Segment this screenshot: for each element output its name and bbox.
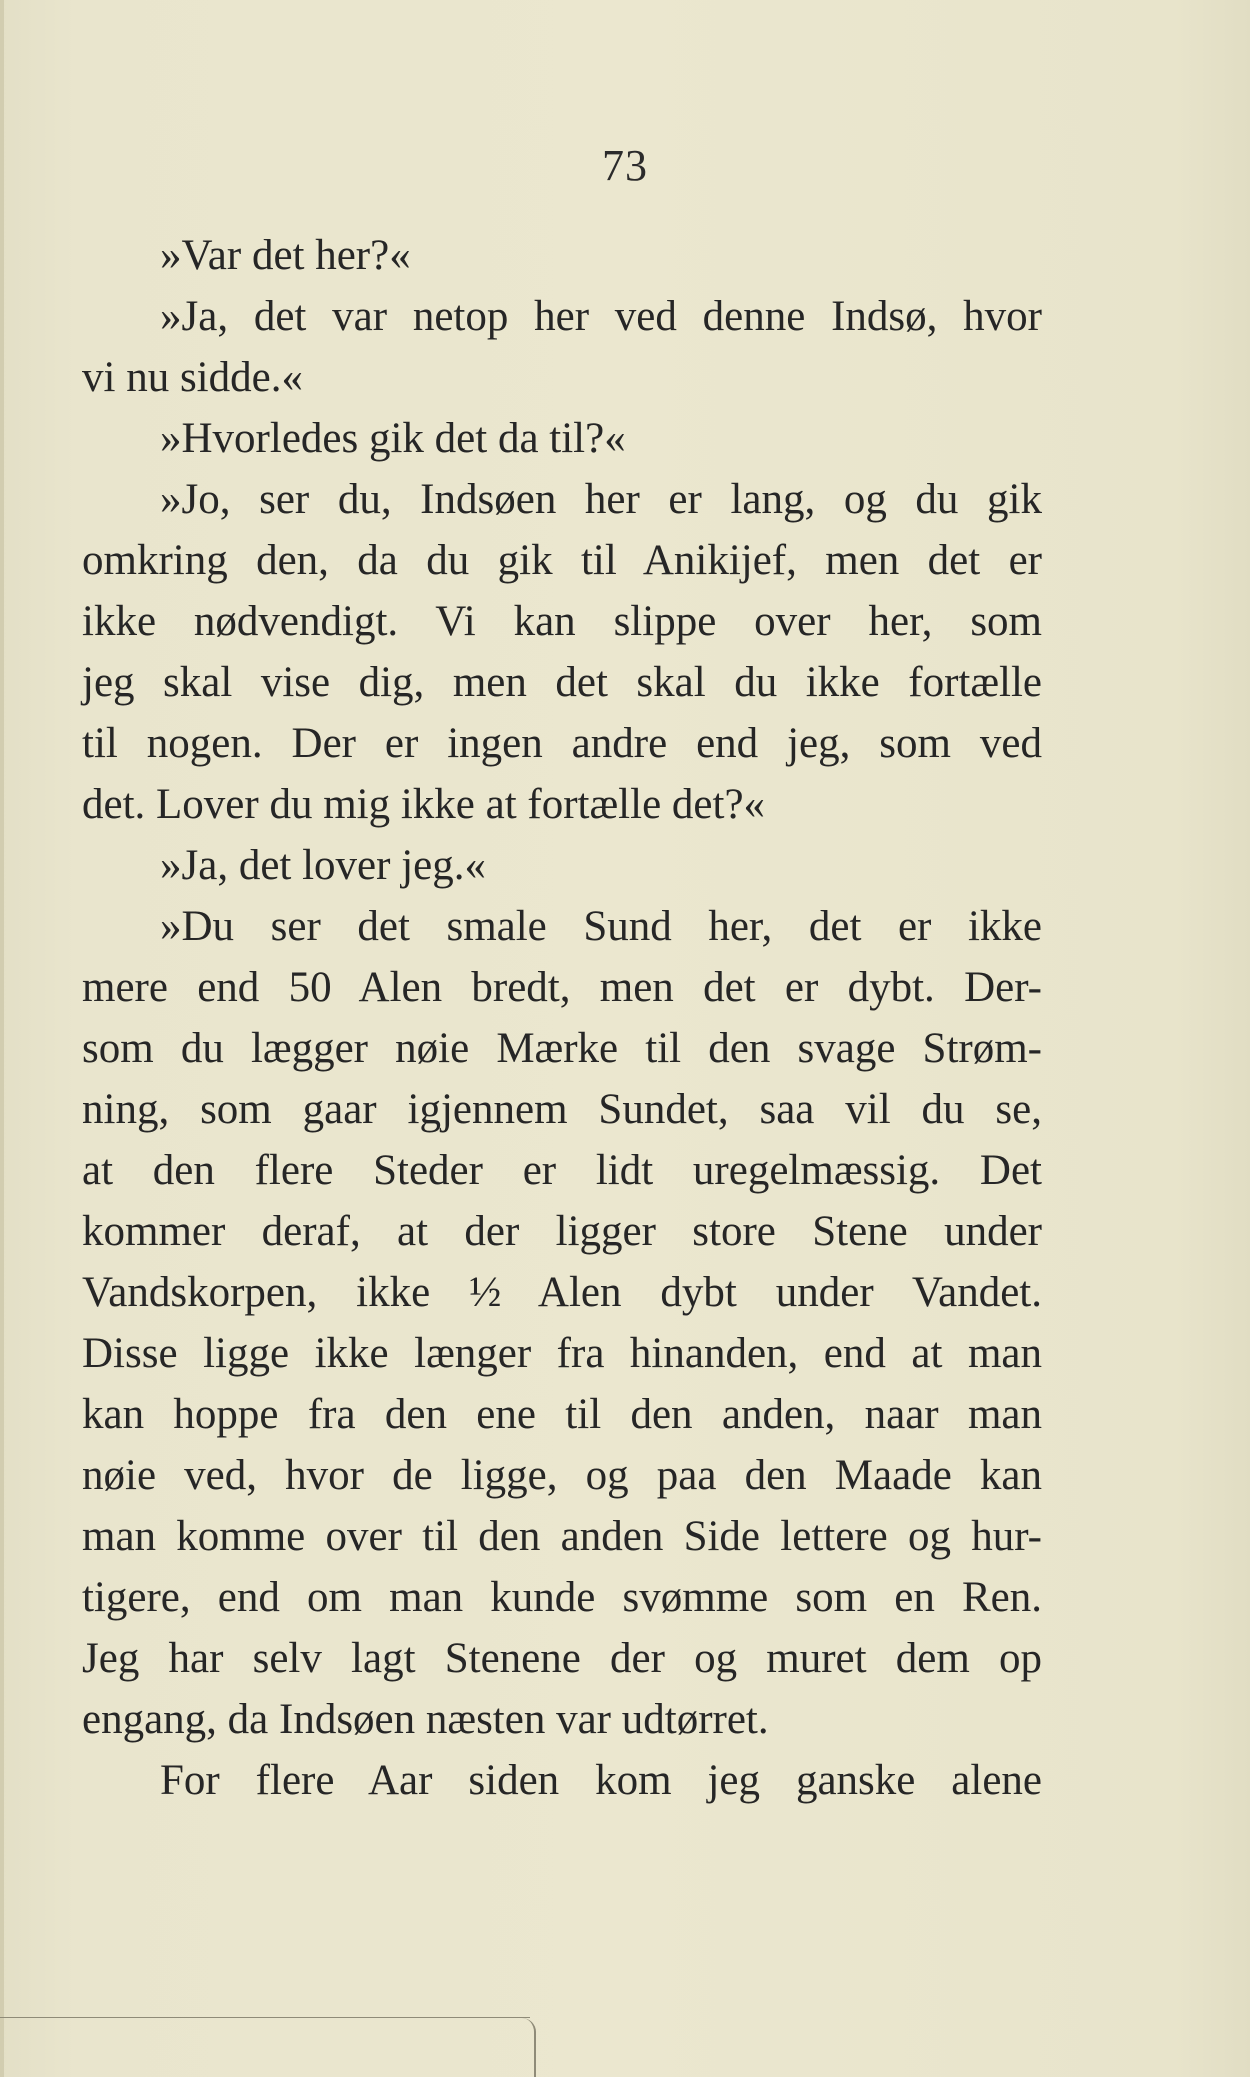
page-number: 73 [602, 141, 648, 190]
text-line: For flere Aar siden kom jeg ganske alene [160, 1757, 1042, 1804]
scan-edge-mark [520, 2018, 536, 2077]
text-line: »Ja, det var netop her ved denne Indsø, hvor [160, 293, 1042, 340]
text-line: tigere, end om man kunde svømme som en Ren. [82, 1574, 1042, 1621]
body-text [82, 225, 1042, 1811]
text-line: »Jo, ser du, Indsøen her er lang, og du gik [160, 476, 1042, 523]
page-edge [0, 0, 4, 2077]
text-line: »Var det her?« [160, 232, 411, 279]
scan-edge-line [0, 2017, 530, 2018]
text-line: jeg skal vise dig, men det skal du ikke fortælle [82, 659, 1042, 706]
text-line: Jeg har selv lagt Stenene der og muret dem op [82, 1635, 1042, 1682]
text-line: at den flere Steder er lidt uregelmæssig. Det [82, 1147, 1042, 1194]
text-line: det. Lover du mig ikke at fortælle det?« [82, 781, 766, 828]
text-line: nøie ved, hvor de ligge, og paa den Maade kan [82, 1452, 1042, 1499]
text-line: som du lægger nøie Mærke til den svage Strøm- [82, 1025, 1042, 1072]
text-line: vi nu sidde.« [82, 354, 303, 401]
text-line: »Hvorledes gik det da til?« [160, 415, 626, 462]
text-line: »Ja, det lover jeg.« [160, 842, 486, 889]
text-line: kan hoppe fra den ene til den anden, naar man [82, 1391, 1042, 1438]
text-line: engang, da Indsøen næsten var udtørret. [82, 1696, 769, 1743]
text-line: Vandskorpen, ikke ½ Alen dybt under Vandet. [82, 1269, 1042, 1316]
text-line: omkring den, da du gik til Anikijef, men det er [82, 537, 1042, 584]
text-line: kommer deraf, at der ligger store Stene under [82, 1208, 1042, 1255]
text-line: mere end 50 Alen bredt, men det er dybt. Der- [82, 964, 1042, 1011]
text-line: Disse ligge ikke længer fra hinanden, end at man [82, 1330, 1042, 1377]
text-line: ikke nødvendigt. Vi kan slippe over her, som [82, 598, 1042, 645]
text-line: ning, som gaar igjennem Sundet, saa vil du se, [82, 1086, 1042, 1133]
text-line: til nogen. Der er ingen andre end jeg, som ved [82, 720, 1042, 767]
text-line: man komme over til den anden Side lettere og hur- [82, 1513, 1042, 1560]
text-line: »Du ser det smale Sund her, det er ikke [160, 903, 1042, 950]
